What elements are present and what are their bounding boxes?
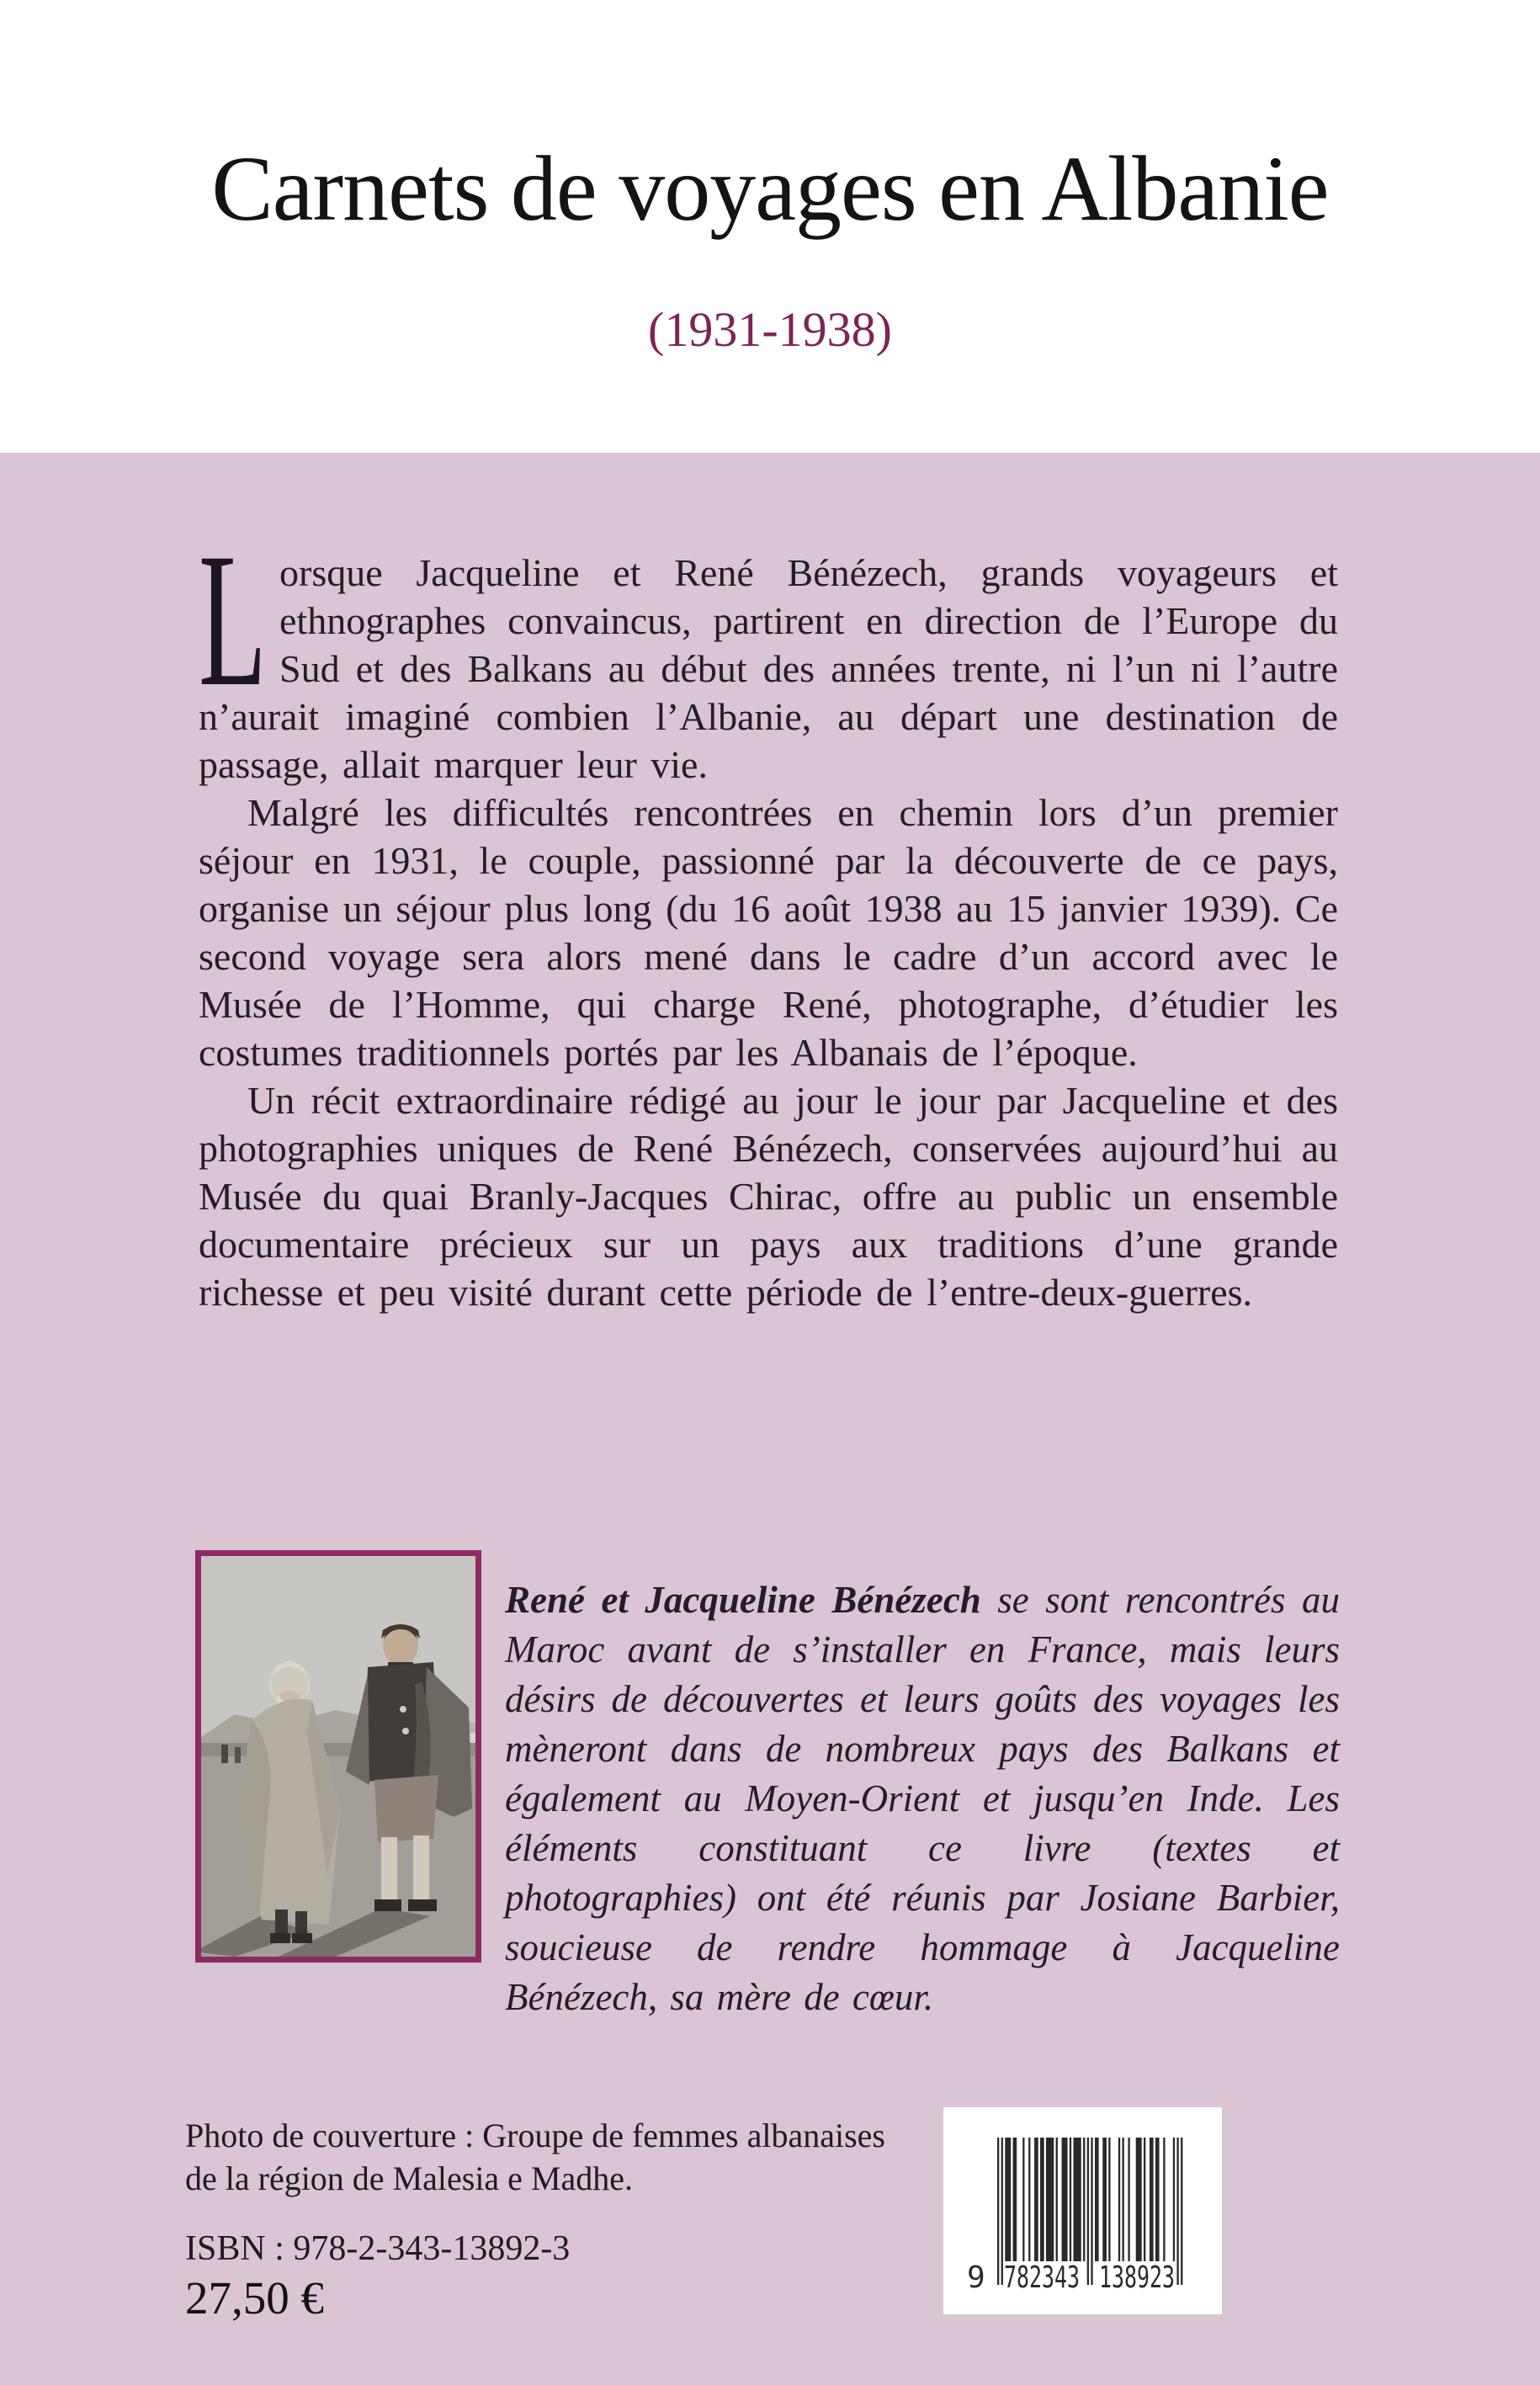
synopsis-paragraph-2: Malgré les difficultés rencontrées en chemin lors d’un premier séjour en 1931, le couple, passionné par la découverte de ce pays, organise un séjour plus long (du 16 août 1938 au 15 janvier 1939). Ce second voyage sera alors mené dans le cadre d’un accord avec le Musée de l’Homme, qui charge René, photographe, d’étudier les costumes traditionnels portés par les Albanais de l’époque. bbox=[199, 791, 1338, 1074]
svg-text:138923: 138923 bbox=[1099, 2260, 1175, 2295]
price: 27,50 € bbox=[185, 2272, 324, 2324]
svg-text:782343: 782343 bbox=[1004, 2260, 1080, 2295]
barcode bbox=[943, 2107, 1222, 2314]
isbn: ISBN : 978-2-343-13892-3 bbox=[185, 2229, 571, 2268]
synopsis-paragraph-1-text: orsque Jacqueline et René Bénézech, grands voyageurs et ethnographes convaincus, partirent en direction de l’Europe du Sud et des Balkans au début des années trente, ni l’un ni l’autre n’aurait imaginé combien l’Albanie, au départ une destination de passage, allait marquer leur vie. bbox=[199, 551, 1338, 786]
drop-cap-letter: L bbox=[199, 514, 267, 726]
book-subtitle-years: (1931-1938) bbox=[648, 302, 892, 357]
synopsis-paragraph-3: Un récit extraordinaire rédigé au jour le jour par Jacqueline et des photographies uniques de René Bénézech, conservées aujourd’hui au Musée du quai Branly-Jacques Chirac, offre au public un ensemble documentaire précieux sur un pays aux traditions d’une grande richesse et peu visité durant cette période de l’entre-deux-guerres. bbox=[199, 1079, 1338, 1314]
cover-photo-caption-line2: de la région de Malesia e Madhe. bbox=[185, 2159, 634, 2197]
title-band bbox=[0, 0, 1540, 453]
synopsis-paragraph-1 bbox=[199, 514, 1338, 789]
author-bio bbox=[505, 1575, 1340, 2022]
book-title: Carnets de voyages en Albanie bbox=[211, 137, 1329, 240]
barcode-bars bbox=[943, 2107, 1222, 2314]
cover-photo-caption bbox=[185, 2114, 885, 2200]
cover-photo-caption-line1: Photo de couverture : Groupe de femmes albanaises bbox=[185, 2117, 885, 2154]
author-photo bbox=[195, 1550, 481, 1963]
svg-text:9: 9 bbox=[967, 2260, 985, 2295]
author-photo-illustration bbox=[201, 1556, 475, 1957]
author-names: René et Jacqueline Bénézech bbox=[505, 1579, 981, 1621]
synopsis-block bbox=[199, 514, 1338, 1316]
author-bio-text: se sont rencontrés au Maroc avant de s’installer en France, mais leurs désirs de découvertes et leurs goûts des voyages les mèneront dans de nombreux pays des Balkans et également au Moyen-Orient et jusqu’en Inde. Les éléments constituant ce livre (textes et photographies) ont été réunis par Josiane Barbier, soucieuse de rendre hommage à Jacqueline Bénézech, sa mère de cœur. bbox=[505, 1579, 1340, 2018]
